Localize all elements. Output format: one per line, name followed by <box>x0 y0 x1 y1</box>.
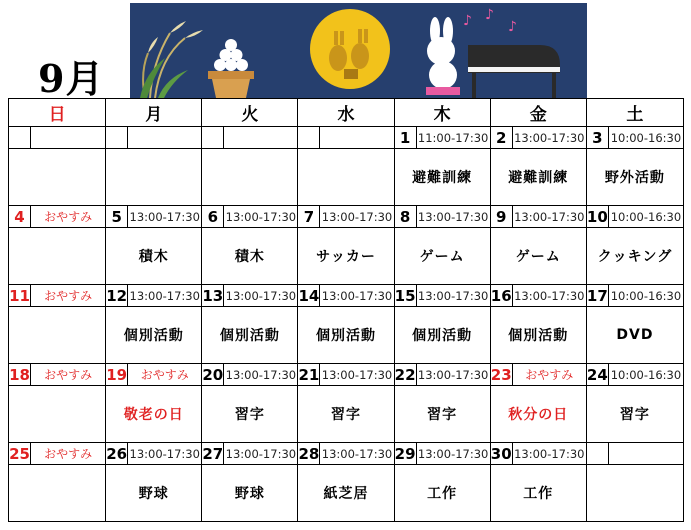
activity-cell: 避難訓練 <box>490 149 586 206</box>
weekday-fri: 金 <box>490 99 586 127</box>
date-row <box>9 443 684 465</box>
svg-text:♪: ♪ <box>463 13 472 29</box>
activity-cell: 習字 <box>586 386 683 443</box>
day-number: 24 <box>586 365 608 384</box>
activity-cell: クッキング <box>586 228 683 285</box>
activity-cell <box>9 386 106 443</box>
activity-cell <box>298 149 394 206</box>
closed-label: おやすみ <box>512 364 586 386</box>
activity-cell <box>586 465 683 522</box>
activity-row <box>9 228 684 285</box>
date-row <box>9 364 684 386</box>
hours-label: 13:00-17:30 <box>128 206 202 228</box>
day-number: 7 <box>298 206 320 228</box>
activity-row <box>9 149 684 206</box>
activity-cell <box>9 149 106 206</box>
day-number: 29 <box>394 444 416 463</box>
weekday-tue: 火 <box>202 99 298 127</box>
day-number: 1 <box>394 127 416 149</box>
svg-text:♪: ♪ <box>485 7 494 23</box>
activity-cell: DVD <box>586 307 683 364</box>
day-number: 2 <box>490 127 512 149</box>
activity-cell: ゲーム <box>490 228 586 285</box>
activity-cell: 個別活動 <box>394 307 490 364</box>
date-row <box>9 285 684 307</box>
hours-label <box>608 443 683 465</box>
day-number: 28 <box>298 444 320 463</box>
hours-label: 13:00-17:30 <box>512 206 586 228</box>
day-number: 21 <box>298 365 320 384</box>
day-number: 12 <box>106 286 128 305</box>
day-number: 10 <box>586 207 608 226</box>
hours-label: 13:00-17:30 <box>224 206 298 228</box>
activity-cell: 個別活動 <box>490 307 586 364</box>
hours-label: 13:00-17:30 <box>512 127 586 149</box>
activity-row <box>9 307 684 364</box>
day-number: 13 <box>202 286 224 305</box>
hours-label: 11:00-17:30 <box>416 127 490 149</box>
day-number: 18 <box>9 365 30 384</box>
activity-cell <box>9 465 106 522</box>
hours-label: 10:00-16:30 <box>608 127 683 149</box>
day-number: 19 <box>106 365 128 384</box>
hours-label <box>128 127 202 149</box>
activity-cell: 野球 <box>202 465 298 522</box>
date-row <box>9 206 684 228</box>
day-number: 25 <box>9 444 30 463</box>
day-number: 11 <box>9 286 30 305</box>
day-number: 5 <box>106 206 128 228</box>
day-number <box>106 127 128 149</box>
activity-cell: 工作 <box>490 465 586 522</box>
hours-label: 13:00-17:30 <box>128 443 202 465</box>
day-number: 22 <box>394 365 416 384</box>
day-number: 14 <box>298 286 320 305</box>
hours-label: 13:00-17:30 <box>416 206 490 228</box>
day-number: 3 <box>586 127 608 149</box>
activity-cell: 野球 <box>106 465 202 522</box>
activity-cell: 積木 <box>202 228 298 285</box>
day-number: 15 <box>394 286 416 305</box>
activity-cell <box>9 307 106 364</box>
weekday-sat: 土 <box>586 99 683 127</box>
weekday-sun: 日 <box>9 99 106 127</box>
activity-cell <box>106 149 202 206</box>
closed-label: おやすみ <box>31 364 106 386</box>
closed-label: おやすみ <box>31 206 106 228</box>
day-number: 6 <box>202 206 224 228</box>
banner-illustration <box>130 3 587 98</box>
day-number: 30 <box>490 444 512 463</box>
hours-label <box>31 127 106 149</box>
activity-cell: 習字 <box>202 386 298 443</box>
weekday-mon: 月 <box>106 99 202 127</box>
day-number: 4 <box>9 206 31 228</box>
hours-label: 13:00-17:30 <box>512 285 586 307</box>
activity-cell: 工作 <box>394 465 490 522</box>
hours-label: 10:00-16:30 <box>608 206 683 228</box>
day-number: 26 <box>106 444 128 463</box>
day-number: 23 <box>490 365 512 384</box>
hours-label: 13:00-17:30 <box>128 285 202 307</box>
activity-row <box>9 465 684 522</box>
activity-cell: 避難訓練 <box>394 149 490 206</box>
day-number: 20 <box>202 365 224 384</box>
activity-cell: 紙芝居 <box>298 465 394 522</box>
svg-text:♪: ♪ <box>508 19 517 35</box>
day-number <box>202 127 224 149</box>
activity-cell: 習字 <box>394 386 490 443</box>
activity-cell <box>202 149 298 206</box>
activity-cell: 習字 <box>298 386 394 443</box>
hours-label: 13:00-17:30 <box>416 443 490 465</box>
activity-row <box>9 386 684 443</box>
hours-label: 13:00-17:30 <box>416 364 490 386</box>
hours-label: 10:00-16:30 <box>608 285 683 307</box>
hours-label: 13:00-17:30 <box>416 285 490 307</box>
hours-label: 13:00-17:30 <box>512 443 586 465</box>
day-number <box>586 443 608 465</box>
day-number: 8 <box>394 206 416 228</box>
hours-label: 10:00-16:30 <box>608 364 683 386</box>
day-number: 9 <box>490 206 512 228</box>
day-number: 17 <box>586 286 608 305</box>
date-row <box>9 127 684 149</box>
day-number <box>9 127 31 149</box>
closed-label: おやすみ <box>128 364 202 386</box>
weekday-wed: 水 <box>298 99 394 127</box>
weekday-thu: 木 <box>394 99 490 127</box>
activity-cell: 個別活動 <box>202 307 298 364</box>
activity-cell: 野外活動 <box>586 149 683 206</box>
day-number <box>298 127 320 149</box>
closed-label: おやすみ <box>31 443 106 465</box>
activity-cell: ゲーム <box>394 228 490 285</box>
hours-label: 13:00-17:30 <box>224 364 298 386</box>
hours-label: 13:00-17:30 <box>320 285 394 307</box>
hours-label: 13:00-17:30 <box>320 443 394 465</box>
autumn-banner <box>130 3 587 98</box>
tsukimi-dango-icon <box>208 39 254 98</box>
pampas-grass-icon <box>140 21 203 98</box>
month-title: 9月 <box>38 56 105 101</box>
hours-label: 13:00-17:30 <box>320 206 394 228</box>
activity-cell <box>9 228 106 285</box>
activity-cell: 個別活動 <box>298 307 394 364</box>
activity-cell: 積木 <box>106 228 202 285</box>
activity-cell: サッカー <box>298 228 394 285</box>
hours-label: 13:00-17:30 <box>224 285 298 307</box>
hours-label: 13:00-17:30 <box>224 443 298 465</box>
day-number: 27 <box>202 444 224 463</box>
calendar-table <box>8 98 684 522</box>
hours-label <box>320 127 394 149</box>
activity-cell: 個別活動 <box>106 307 202 364</box>
activity-cell: 敬老の日 <box>106 386 202 443</box>
closed-label: おやすみ <box>31 285 106 307</box>
weekday-header-row <box>9 99 684 127</box>
hours-label: 13:00-17:30 <box>320 364 394 386</box>
hours-label <box>224 127 298 149</box>
day-number: 16 <box>490 286 512 305</box>
moon-rabbits-icon <box>310 9 390 89</box>
activity-cell: 秋分の日 <box>490 386 586 443</box>
rabbit-piano-icon <box>426 7 560 98</box>
